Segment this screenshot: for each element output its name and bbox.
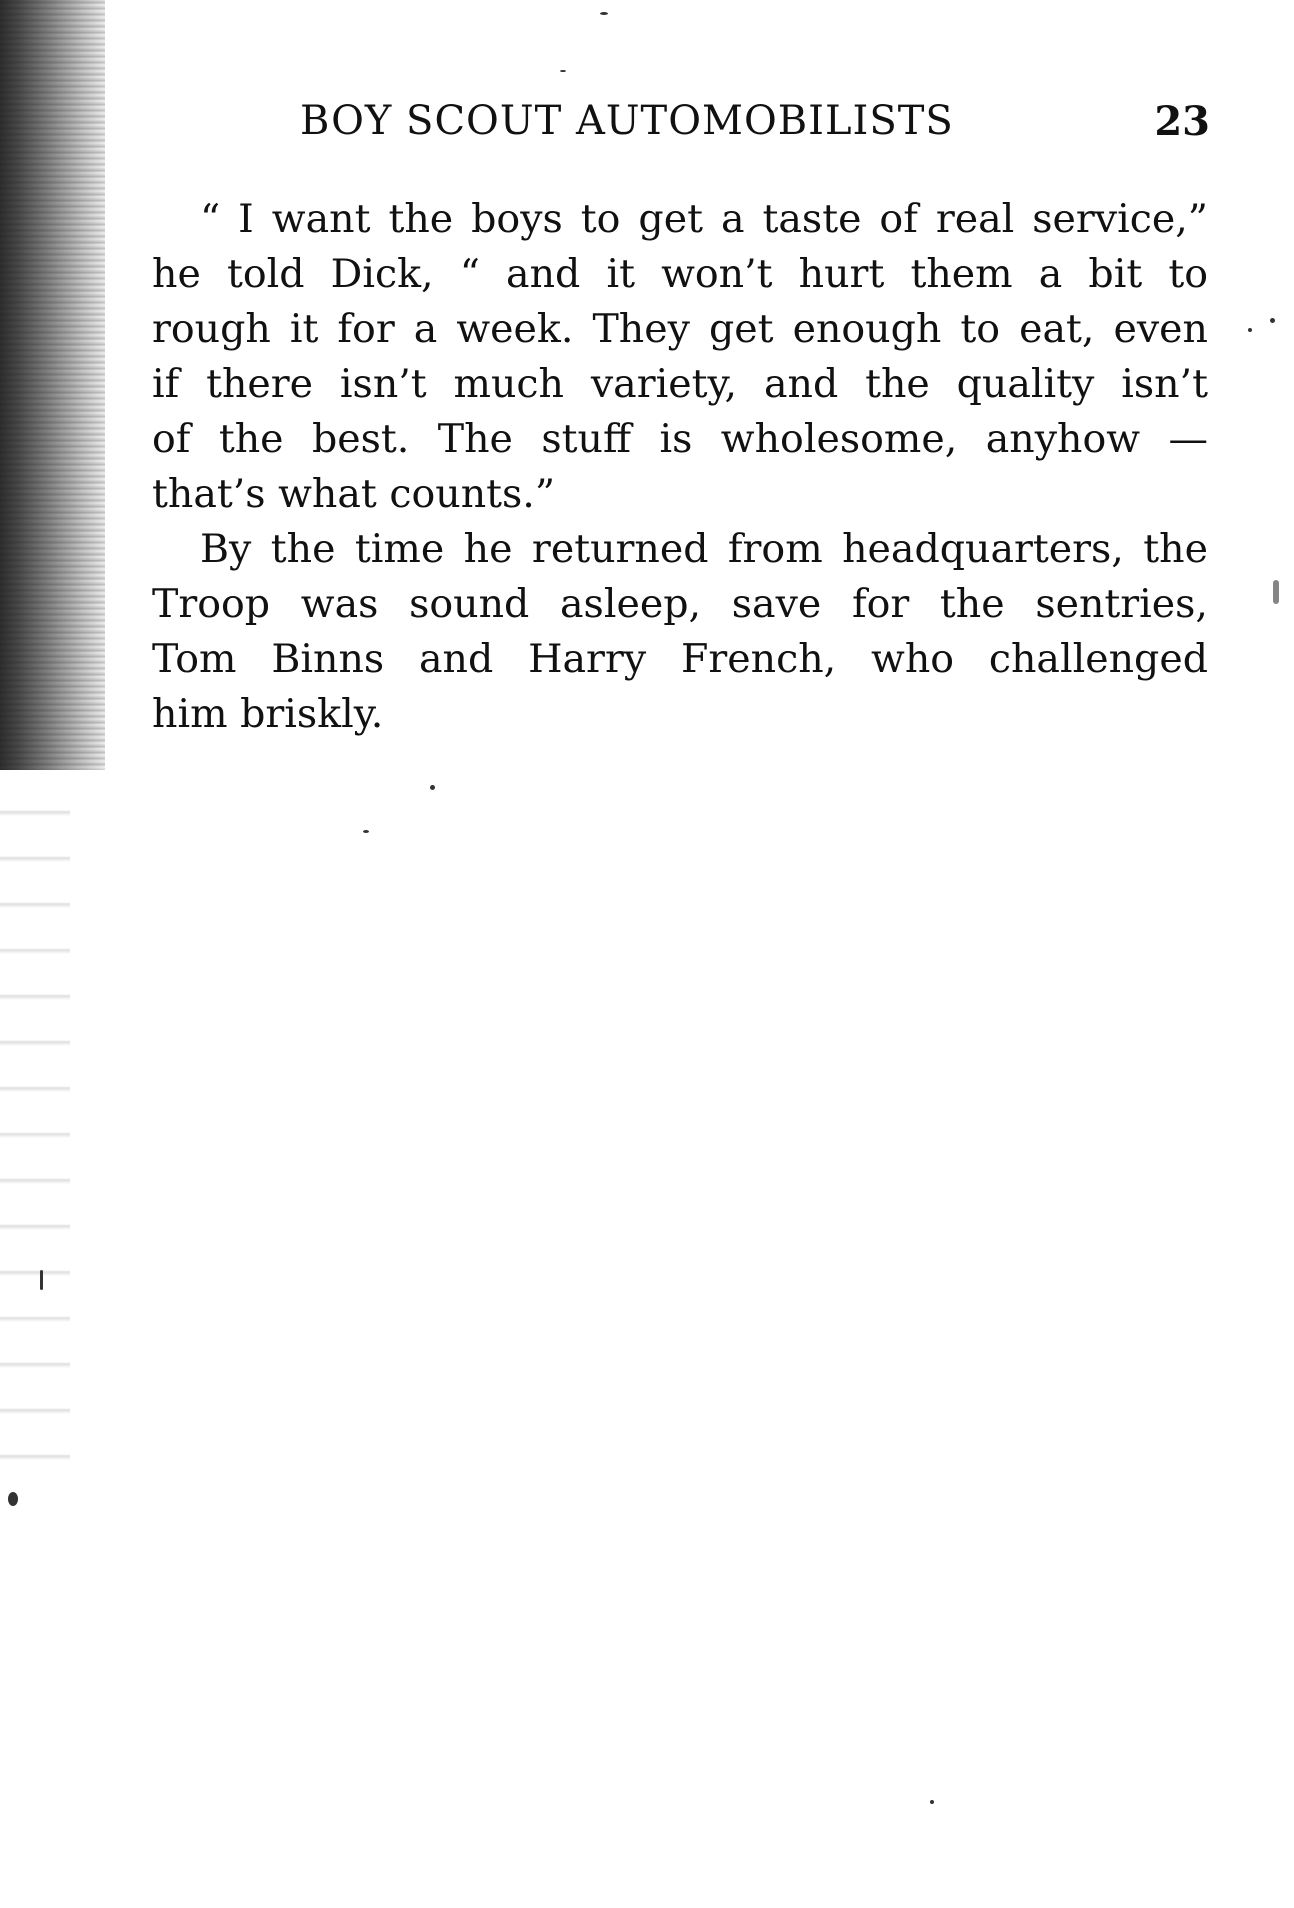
text-line: rough it for a week. They get enough to eat, even xyxy=(152,306,1208,352)
text-line: Troop was sound asleep, save for the sentries, xyxy=(152,581,1208,627)
paper-speck xyxy=(600,12,608,15)
paper-speck xyxy=(8,1492,18,1506)
paper-speck xyxy=(1270,318,1275,323)
text-line: if there isn’t much variety, and the quality isn’t xyxy=(152,361,1208,407)
text-line: him briskly. xyxy=(152,691,384,737)
binding-gutter-shadow xyxy=(0,0,105,770)
text-line: Tom Binns and Harry French, who challenged xyxy=(152,636,1208,682)
text-line: By the time he returned from headquarters, the xyxy=(200,526,1208,572)
paper-speck xyxy=(930,1800,934,1804)
paper-speck xyxy=(1248,328,1252,332)
paper-speck xyxy=(363,830,369,833)
paper-speck xyxy=(430,785,435,790)
paper-speck xyxy=(560,70,566,72)
page-number: 23 xyxy=(1154,98,1210,145)
paper-speck xyxy=(1273,580,1279,604)
running-head xyxy=(300,98,1210,148)
text-line: that’s what counts.” xyxy=(152,471,556,517)
running-title: BOY SCOUT AUTOMOBILISTS xyxy=(300,98,954,144)
text-line: “ I want the boys to get a taste of real service,” xyxy=(200,196,1208,242)
body-text xyxy=(152,192,1208,742)
paragraph-2 xyxy=(152,522,1208,742)
text-line: he told Dick, “ and it won’t hurt them a bit to xyxy=(152,251,1208,297)
paragraph-1 xyxy=(152,192,1208,522)
gutter-specks xyxy=(0,770,70,1470)
text-line: of the best. The stuff is wholesome, anyhow — xyxy=(152,416,1208,462)
paper-speck xyxy=(40,1270,43,1290)
